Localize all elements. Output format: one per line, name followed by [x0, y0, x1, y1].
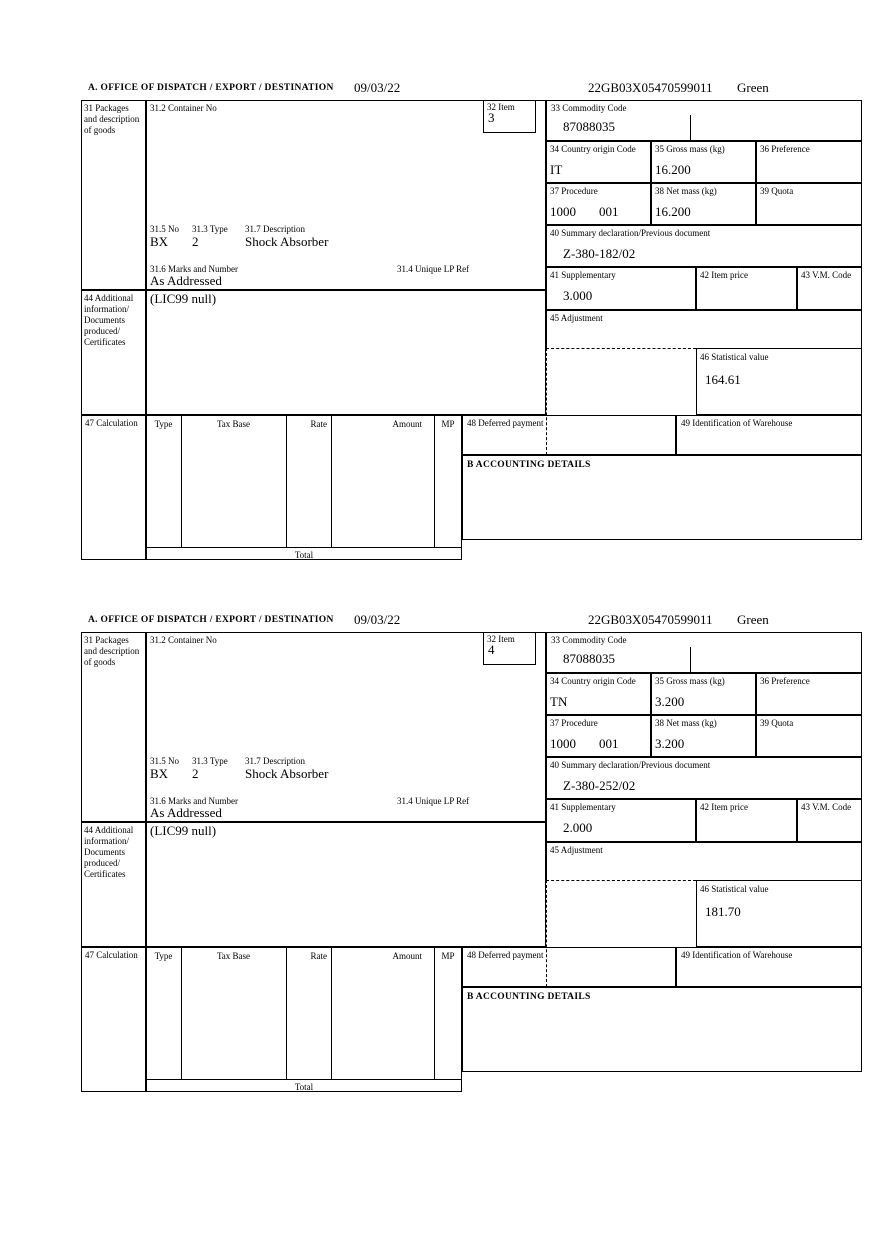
- item-number-value: 4: [488, 642, 495, 657]
- box38-label: 38 Net mass (kg): [655, 186, 717, 196]
- calc-col-line-3: [331, 947, 332, 1079]
- box42-label: 42 Item price: [700, 802, 748, 812]
- procedure-extension-value: 001: [599, 204, 619, 219]
- box47-label: 47 Calculation: [85, 418, 138, 428]
- package-count-value: 2: [192, 766, 199, 781]
- declaration-date: 09/03/22: [354, 612, 401, 627]
- box31-label: 31 Packages and description of goods: [84, 103, 140, 135]
- calc-col-line-1: [181, 947, 182, 1079]
- declaration-reference: 22GB03X05470599011: [588, 612, 713, 627]
- calc-col-mp-label: MP: [441, 951, 455, 961]
- declaration-item-section-2: [0, 612, 882, 1174]
- box47-label-cell: [81, 947, 146, 1092]
- declaration-date: 09/03/22: [354, 80, 401, 95]
- box44-label: 44 Additional information/ Documents produced/ Certificates: [84, 293, 134, 347]
- box31-5-label: 31.5 No: [150, 224, 179, 234]
- box33-divider-line: [690, 115, 691, 141]
- box46-label: 46 Statistical value: [700, 352, 769, 362]
- procedure-extension-value: 001: [599, 736, 619, 751]
- calc-col-line-4: [434, 415, 435, 547]
- box36-label: 36 Preference: [760, 144, 810, 154]
- declaration-item-section-1: [0, 80, 882, 642]
- box31-6-label: 31.6 Marks and Number: [150, 796, 238, 806]
- box40-label: 40 Summary declaration/Previous document: [550, 760, 711, 770]
- box37-label: 37 Procedure: [550, 186, 598, 196]
- procedure-value: 1000: [550, 736, 576, 751]
- box48-label: 48 Deferred payment: [467, 950, 544, 960]
- net-mass-value: 3.200: [655, 736, 685, 751]
- calc-total-label: Total: [294, 1082, 314, 1092]
- gross-mass-value: 3.200: [655, 694, 685, 709]
- commodity-code-value: 87088035: [563, 651, 615, 666]
- country-origin-value: TN: [550, 694, 568, 709]
- accounting-details-label: B ACCOUNTING DETAILS: [467, 460, 591, 470]
- box45-label: 45 Adjustment: [550, 313, 603, 323]
- gross-mass-value: 16.200: [655, 162, 691, 177]
- box47-calculation-table: [146, 947, 462, 1092]
- calc-col-line-2: [286, 415, 287, 547]
- box33-label: 33 Commodity Code: [551, 103, 627, 113]
- box43-label: 43 V.M. Code: [801, 270, 852, 280]
- supplementary-units-value: 3.000: [563, 288, 593, 303]
- calc-col-line-2: [286, 947, 287, 1079]
- calc-col-tax-base-label: Tax Base: [216, 951, 251, 961]
- goods-description-value: Shock Absorber: [245, 234, 329, 249]
- box39-label: 39 Quota: [760, 186, 794, 196]
- box31-4-label: 31.4 Unique LP Ref: [397, 264, 470, 274]
- box39-label: 39 Quota: [760, 718, 794, 728]
- item-number-value: 3: [488, 110, 495, 125]
- accounting-details-label: B ACCOUNTING DETAILS: [467, 992, 591, 1002]
- calc-col-amount-label: Amount: [392, 951, 422, 961]
- supplementary-units-value: 2.000: [563, 820, 593, 835]
- calc-col-mp-label: MP: [441, 419, 455, 429]
- marks-and-numbers-value: As Addressed: [150, 805, 222, 820]
- commodity-code-value: 87088035: [563, 119, 615, 134]
- box31-label: 31 Packages and description of goods: [84, 635, 140, 667]
- previous-document-value: Z-380-182/02: [563, 246, 636, 261]
- calc-total-line: [146, 547, 462, 548]
- box32-label: 32 Item: [487, 634, 515, 644]
- box47-label-cell: [81, 415, 146, 560]
- box46-label: 46 Statistical value: [700, 884, 769, 894]
- box31-3-label: 31.3 Type: [192, 224, 228, 234]
- additional-information-value: (LIC99 null): [150, 823, 217, 838]
- declaration-reference: 22GB03X05470599011: [588, 80, 713, 95]
- additional-information-value: (LIC99 null): [150, 291, 217, 306]
- package-kind-value: BX: [150, 766, 169, 781]
- box38-label: 38 Net mass (kg): [655, 718, 717, 728]
- box34-label: 34 Country origin Code: [550, 676, 636, 686]
- box35-label: 35 Gross mass (kg): [655, 144, 725, 154]
- box40-label: 40 Summary declaration/Previous document: [550, 228, 711, 238]
- routing-status: Green: [737, 612, 769, 627]
- package-kind-value: BX: [150, 234, 169, 249]
- country-origin-value: IT: [550, 162, 563, 177]
- box43-label: 43 V.M. Code: [801, 802, 852, 812]
- box31-4-label: 31.4 Unique LP Ref: [397, 796, 470, 806]
- box44-content-cell: [146, 290, 546, 415]
- statistical-value: 181.70: [705, 904, 741, 919]
- net-mass-value: 16.200: [655, 204, 691, 219]
- box45-label: 45 Adjustment: [550, 845, 603, 855]
- marks-and-numbers-value: As Addressed: [150, 273, 222, 288]
- box49-label: 49 Identification of Warehouse: [681, 950, 793, 960]
- box33-divider-line: [690, 647, 691, 673]
- box37-label: 37 Procedure: [550, 718, 598, 728]
- goods-description-value: Shock Absorber: [245, 766, 329, 781]
- box41-label: 41 Supplementary: [550, 802, 616, 812]
- calc-col-type-label: Type: [154, 951, 173, 961]
- calc-total-label: Total: [294, 550, 314, 560]
- routing-status: Green: [737, 80, 769, 95]
- calc-col-rate-label: Rate: [310, 951, 327, 961]
- box49-label: 49 Identification of Warehouse: [681, 418, 793, 428]
- office-of-dispatch-label: A. OFFICE OF DISPATCH / EXPORT / DESTINATION: [88, 615, 334, 625]
- statistical-dashed-top-line: [546, 348, 696, 349]
- box47-calculation-table: [146, 415, 462, 560]
- box31-5-label: 31.5 No: [150, 756, 179, 766]
- box35-label: 35 Gross mass (kg): [655, 676, 725, 686]
- calc-total-line: [146, 1079, 462, 1080]
- calc-col-line-3: [331, 415, 332, 547]
- box31-2-label: 31.2 Container No: [150, 635, 217, 645]
- calc-col-type-label: Type: [154, 419, 173, 429]
- box36-label: 36 Preference: [760, 676, 810, 686]
- box44-label: 44 Additional information/ Documents produced/ Certificates: [84, 825, 134, 879]
- office-of-dispatch-label: A. OFFICE OF DISPATCH / EXPORT / DESTINATION: [88, 83, 334, 93]
- box31-6-label: 31.6 Marks and Number: [150, 264, 238, 274]
- box31-7-label: 31.7 Description: [245, 756, 305, 766]
- box47-label: 47 Calculation: [85, 950, 138, 960]
- box32-label: 32 Item: [487, 102, 515, 112]
- calc-col-tax-base-label: Tax Base: [216, 419, 251, 429]
- previous-document-value: Z-380-252/02: [563, 778, 636, 793]
- statistical-value: 164.61: [705, 372, 741, 387]
- box42-label: 42 Item price: [700, 270, 748, 280]
- box33-label: 33 Commodity Code: [551, 635, 627, 645]
- calc-col-line-4: [434, 947, 435, 1079]
- statistical-dashed-top-line: [546, 880, 696, 881]
- box34-label: 34 Country origin Code: [550, 144, 636, 154]
- box31-3-label: 31.3 Type: [192, 756, 228, 766]
- calc-col-rate-label: Rate: [310, 419, 327, 429]
- box44-content-cell: [146, 822, 546, 947]
- box41-label: 41 Supplementary: [550, 270, 616, 280]
- box31-2-label: 31.2 Container No: [150, 103, 217, 113]
- calc-col-amount-label: Amount: [392, 419, 422, 429]
- box31-7-label: 31.7 Description: [245, 224, 305, 234]
- procedure-value: 1000: [550, 204, 576, 219]
- calc-col-line-1: [181, 415, 182, 547]
- box48-label: 48 Deferred payment: [467, 418, 544, 428]
- package-count-value: 2: [192, 234, 199, 249]
